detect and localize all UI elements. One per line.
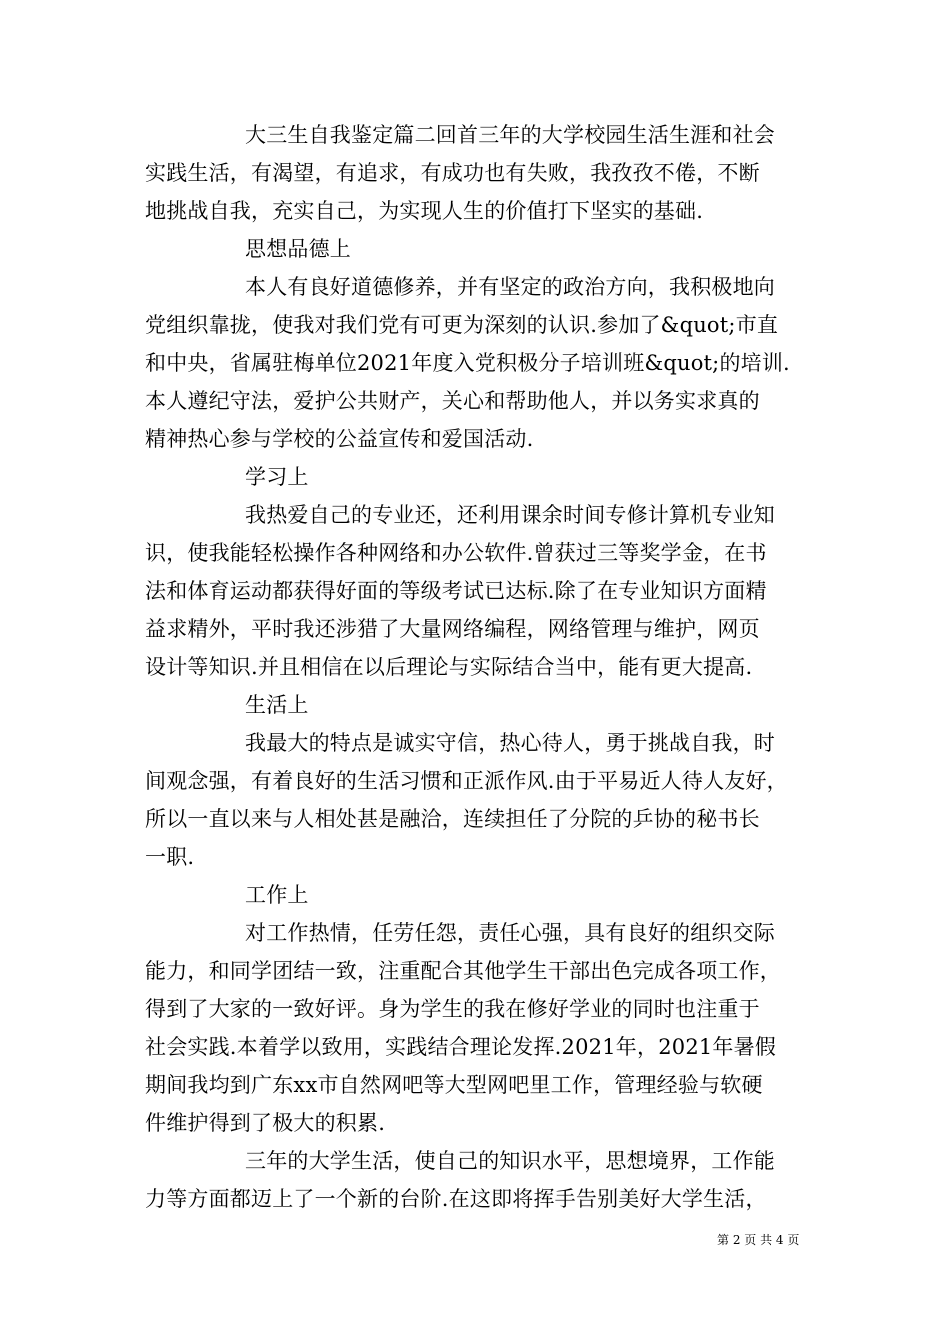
text-line: 期间我均到广东xx市自然网吧等大型网吧里工作，管理经验与软硬 bbox=[145, 1073, 763, 1097]
text-line: 和中央，省属驻梅单位2021年度入党积极分子培训班&quot;的培训. bbox=[145, 351, 790, 375]
text-line: 实践生活，有渴望，有追求，有成功也有失败，我孜孜不倦，不断 bbox=[145, 161, 760, 185]
section-heading-study: 学习上 bbox=[245, 465, 309, 489]
section-heading-life: 生活上 bbox=[245, 693, 309, 717]
text-line: 社会实践.本着学以致用，实践结合理论发挥.2021年，2021年暑假 bbox=[145, 1035, 777, 1059]
text-line: 设计等知识.并且相信在以后理论与实际结合当中，能有更大提高. bbox=[145, 655, 753, 679]
text-line: 对工作热情，任劳任怨，责任心强，具有良好的组织交际 bbox=[245, 921, 775, 945]
text-line: 大三生自我鉴定篇二回首三年的大学校园生活生涯和社会 bbox=[245, 123, 775, 147]
text-line: 我热爱自己的专业还，还利用课余时间专修计算机专业知 bbox=[245, 503, 775, 527]
text-line: 本人遵纪守法，爱护公共财产，关心和帮助他人，并以务实求真的 bbox=[145, 389, 760, 413]
text-line: 三年的大学生活，使自己的知识水平，思想境界，工作能 bbox=[245, 1149, 775, 1173]
text-line: 识，使我能轻松操作各种网络和办公软件.曾获过三等奖学金，在书 bbox=[145, 541, 767, 565]
text-line: 益求精外，平时我还涉猎了大量网络编程，网络管理与维护，网页 bbox=[145, 617, 760, 641]
page-number: 第 2 页 共 4 页 bbox=[717, 1233, 800, 1247]
text-line: 能力，和同学团结一致，注重配合其他学生干部出色完成各项工作， bbox=[145, 959, 781, 983]
section-heading-morality: 思想品德上 bbox=[245, 237, 351, 261]
text-line: 党组织靠拢，使我对我们党有可更为深刻的认识.参加了&quot;市直 bbox=[145, 313, 779, 337]
text-line: 间观念强，有着良好的生活习惯和正派作风.由于平易近人待人友好， bbox=[145, 769, 788, 793]
text-line: 件维护得到了极大的积累. bbox=[145, 1111, 386, 1135]
section-heading-work: 工作上 bbox=[245, 883, 309, 907]
text-line: 一职. bbox=[145, 845, 195, 869]
text-line: 得到了大家的一致好评。身为学生的我在修好学业的同时也注重于 bbox=[145, 997, 760, 1021]
text-line: 地挑战自我，充实自己，为实现人生的价值打下坚实的基础. bbox=[145, 199, 704, 223]
text-line: 力等方面都迈上了一个新的台阶.在这即将挥手告别美好大学生活， bbox=[145, 1187, 767, 1211]
text-line: 所以一直以来与人相处甚是融洽，连续担任了分院的乒协的秘书长 bbox=[145, 807, 760, 831]
text-line: 法和体育运动都获得好面的等级考试已达标.除了在专业知识方面精 bbox=[145, 579, 767, 603]
text-line: 精神热心参与学校的公益宣传和爱国活动. bbox=[145, 427, 534, 451]
text-line: 本人有良好道德修养，并有坚定的政治方向，我积极地向 bbox=[245, 275, 775, 299]
text-line: 我最大的特点是诚实守信，热心待人，勇于挑战自我，时 bbox=[245, 731, 775, 755]
